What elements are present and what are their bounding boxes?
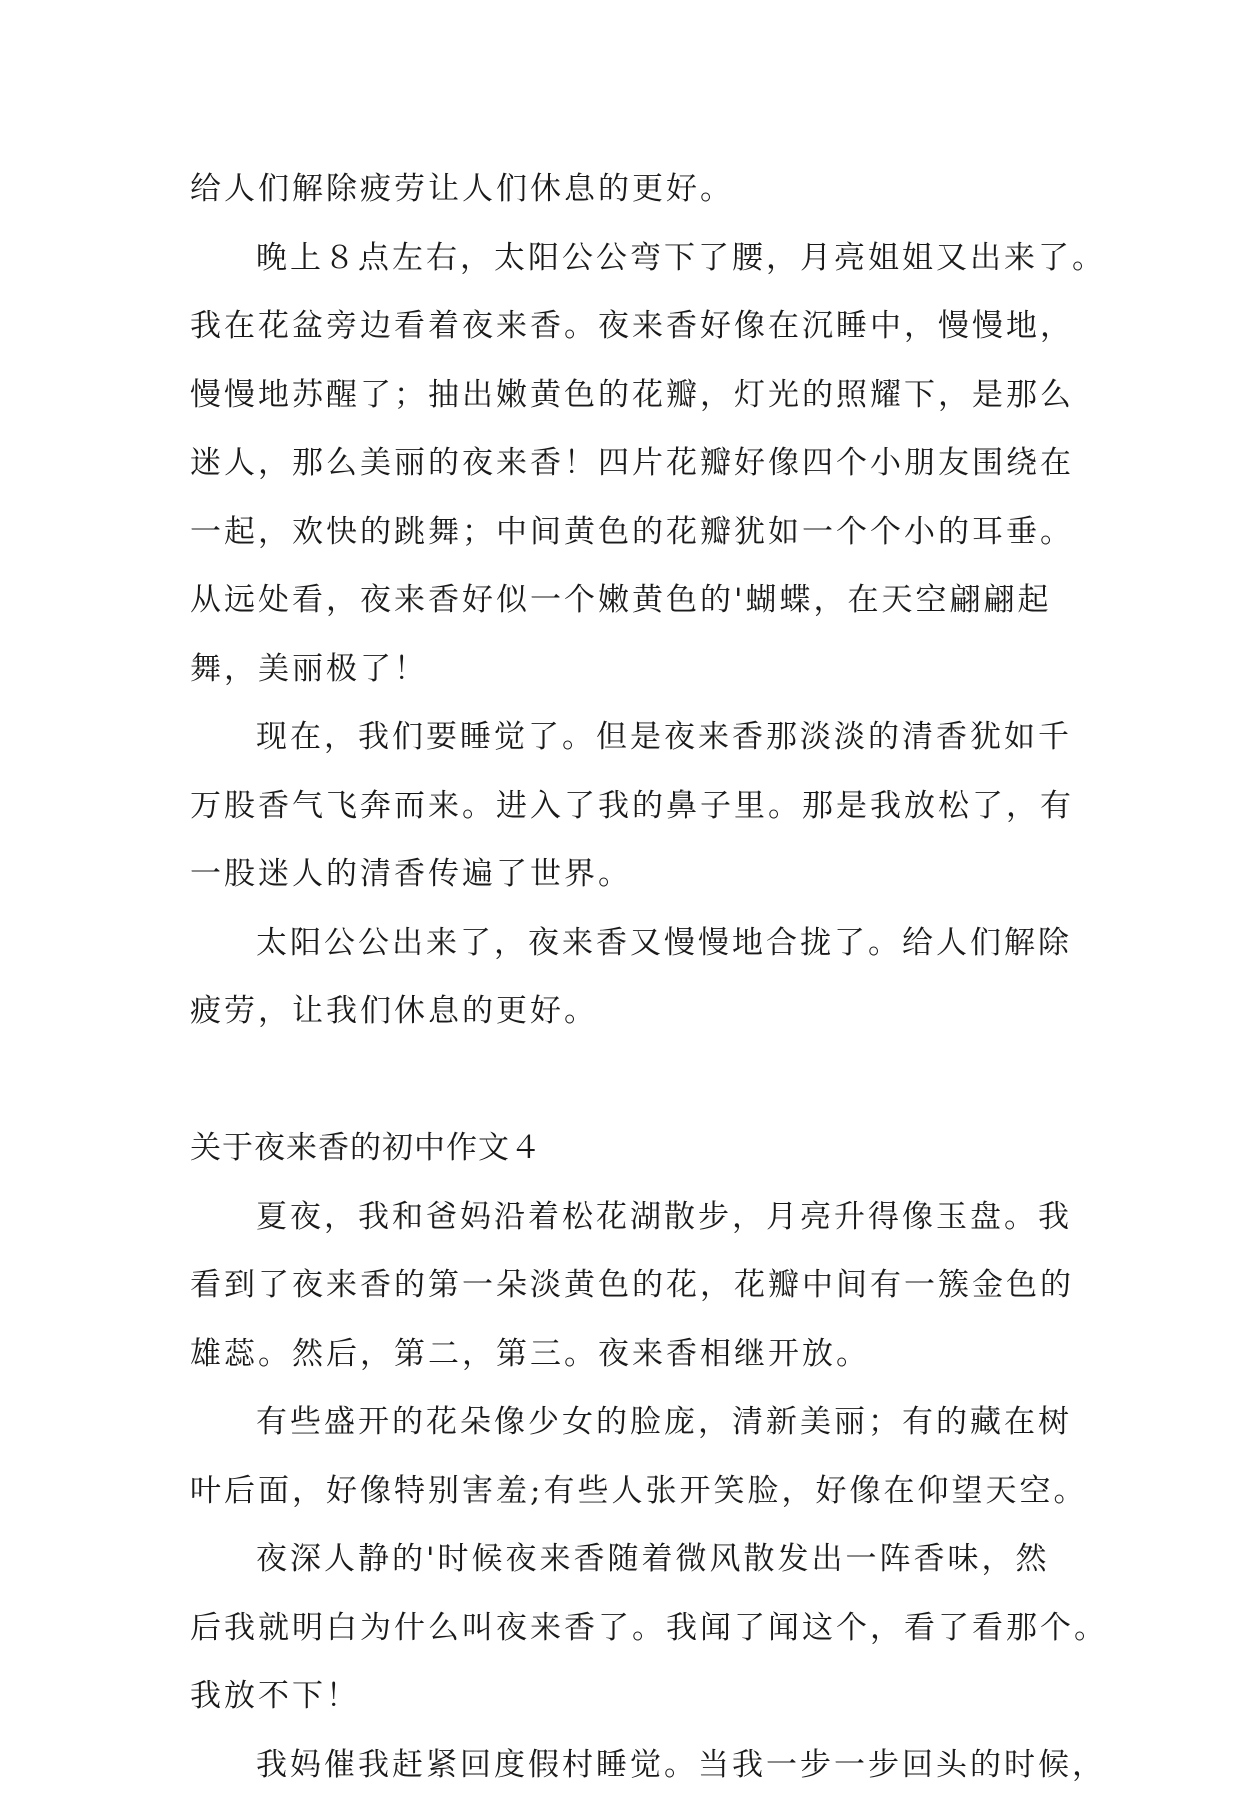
paragraph-line: 看到了夜来香的第一朵淡黄色的花，花瓣中间有一簇金色的	[190, 1251, 1060, 1320]
paragraph-line: 现在，我们要睡觉了。但是夜来香那淡淡的清香犹如千	[190, 703, 1060, 772]
paragraph-line: 万股香气飞奔而来。进入了我的鼻子里。那是我放松了，有	[190, 772, 1060, 841]
paragraph-line: 慢慢地苏醒了；抽出嫩黄色的花瓣，灯光的照耀下，是那么	[190, 361, 1060, 430]
paragraph-line: 有些盛开的花朵像少女的脸庞，清新美丽；有的藏在树	[190, 1388, 1060, 1457]
paragraph-line: 迷人，那么美丽的夜来香！四片花瓣好像四个小朋友围绕在	[190, 429, 1060, 498]
paragraph-line: 一股迷人的清香传遍了世界。	[190, 840, 1060, 909]
paragraph-line: 我放不下！	[190, 1662, 1060, 1731]
paragraph-line: 后我就明白为什么叫夜来香了。我闻了闻这个，看了看那个。	[190, 1594, 1060, 1663]
paragraph-line: 从远处看，夜来香好似一个嫩黄色的'蝴蝶，在天空翩翩起	[190, 566, 1060, 635]
paragraph-line: 我在花盆旁边看着夜来香。夜来香好像在沉睡中，慢慢地，	[190, 292, 1060, 361]
paragraph-line: 我妈催我赶紧回度假村睡觉。当我一步一步回头的时候，	[190, 1731, 1060, 1799]
essay-heading: 关于夜来香的初中作文４	[190, 1114, 1060, 1183]
section-gap	[190, 1046, 1060, 1115]
paragraph-line: 夜深人静的'时候夜来香随着微风散发出一阵香味，然	[190, 1525, 1060, 1594]
paragraph-line: 给人们解除疲劳让人们休息的更好。	[190, 155, 1060, 224]
paragraph-line: 太阳公公出来了，夜来香又慢慢地合拢了。给人们解除	[190, 909, 1060, 978]
paragraph-line: 疲劳，让我们休息的更好。	[190, 977, 1060, 1046]
paragraph-line: 一起，欢快的跳舞；中间黄色的花瓣犹如一个个小的耳垂。	[190, 498, 1060, 567]
paragraph-line: 晚上８点左右，太阳公公弯下了腰，月亮姐姐又出来了。	[190, 224, 1060, 293]
paragraph-line: 夏夜，我和爸妈沿着松花湖散步，月亮升得像玉盘。我	[190, 1183, 1060, 1252]
paragraph-line: 叶后面，好像特别害羞;有些人张开笑脸，好像在仰望天空。	[190, 1457, 1060, 1526]
paragraph-line: 舞，美丽极了！	[190, 635, 1060, 704]
essay-text	[190, 155, 1060, 1799]
paragraph-line: 雄蕊。然后，第二，第三。夜来香相继开放。	[190, 1320, 1060, 1389]
